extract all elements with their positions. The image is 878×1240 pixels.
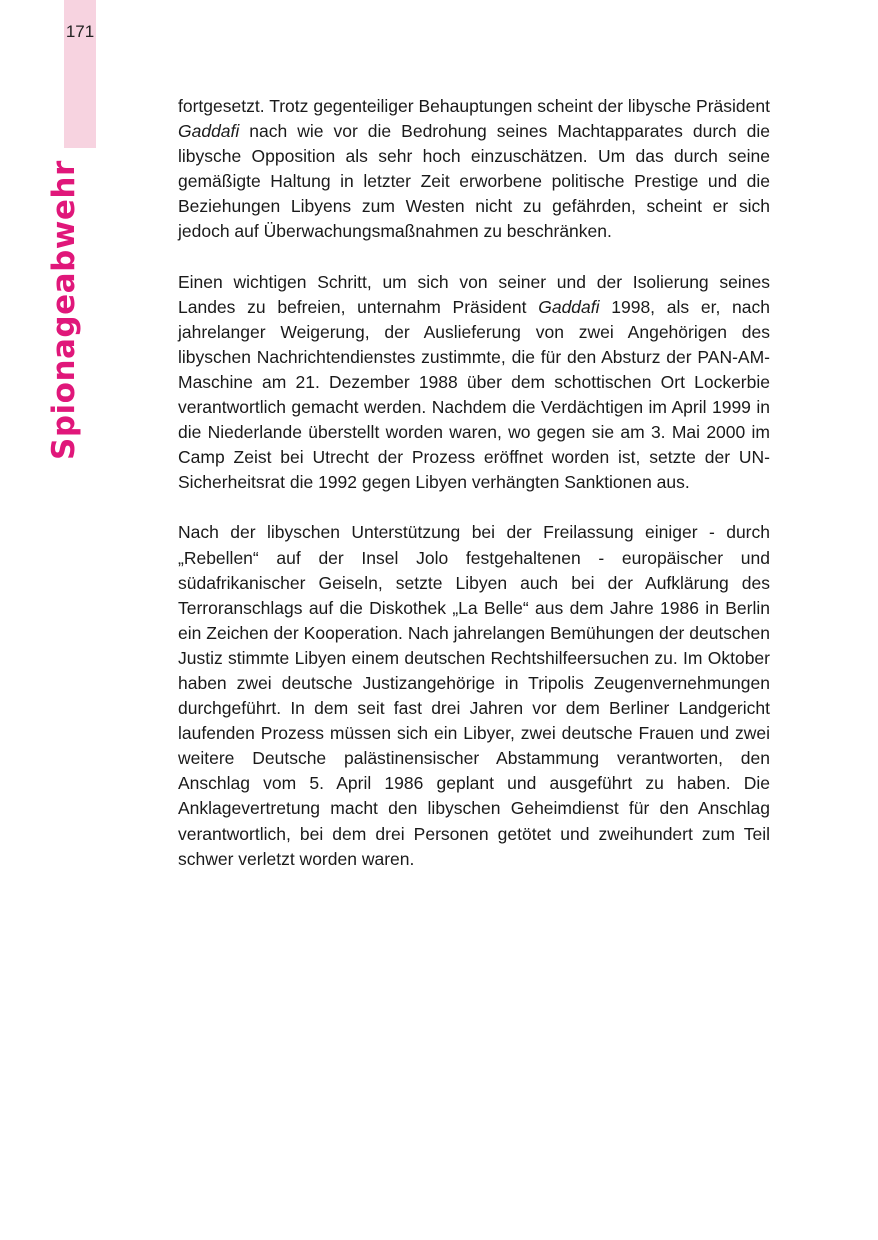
page-number: 171 bbox=[65, 22, 95, 41]
section-label: Spionageabwehr bbox=[46, 160, 82, 460]
person-name-gaddafi: Gaddafi bbox=[178, 121, 240, 142]
paragraph-3: Nach der libyschen Unterstützung bei der Freilassung einiger - durch „Rebellen“ auf der Insel Jolo festgehaltenen - europäischer und südafrikanischer Geiseln, setzte Libyen auch bei der Aufklärung des Terroranschlags auf die Diskothek „La Belle“ aus dem Jahre 1986 in Berlin ein Zeichen der Kooperation. Nach jahrelangen Bemühungen der deutschen Justiz stimmte Libyen einem deutschen Rechtshilfeersuchen zu. Im Oktober haben zwei deutsche Justizangehörige in Tripolis Zeugenvernehmungen durchgeführt. In dem seit fast drei Jahren vor dem Berliner Landgericht laufenden Prozess müssen sich ein Libyer, zwei deutsche Frauen und zwei weitere Deutsche palästinensischer Abstammung verantworten, den Anschlag vom 5. April 1986 geplant und ausgeführt zu haben. Die Anklagevertretung macht den libyschen Geheimdienst für den Anschlag verantwortlich, bei dem drei Personen getötet und zweihundert zum Teil schwer verletzt worden waren. bbox=[178, 522, 770, 869]
paragraph-2-part-b: 1998, als er, nach jahrelanger Weigerung, der Auslieferung von zwei Angehörigen des libyschen Nachrichtendienstes zustimmte, die für den Absturz der PAN-AM-Maschine am 21. Dezember 1988 über dem schottischen Ort Lockerbie verantwortlich gemacht werden. Nachdem die Verdächtigen im April 1999 in die Niederlande überstellt worden waren, wo gegen sie am 3. Mai 2000 im Camp Zeist bei Utrecht der Prozess eröffnet worden ist, setzte der UN-Sicherheitsrat die 1992 gegen Libyen verhängten Sanktionen aus. bbox=[178, 296, 770, 493]
paragraph-1-part-b: nach wie vor die Bedrohung seines Machtapparates durch die libysche Opposition als sehr hoch einzuschätzen. Um das durch seine gemäßigte Haltung in letzter Zeit erworbene politische Prestige und die Beziehungen Libyens zum Westen nicht zu gefährden, scheint er sich jedoch auf Überwachungsmaßnahmen zu beschränken. bbox=[178, 121, 770, 242]
body-text bbox=[178, 94, 770, 897]
paragraph-2 bbox=[178, 270, 770, 496]
paragraph-1 bbox=[178, 94, 770, 245]
paragraph-2-part-a: Einen wichtigen Schritt, um sich von seiner und der Isolierung seines Landes zu befreien, unternahm Präsident bbox=[178, 271, 770, 317]
paragraph-1-part-a: fortgesetzt. Trotz gegenteiliger Behauptungen scheint der libysche Präsident bbox=[178, 96, 770, 116]
person-name-gaddafi: Gaddafi bbox=[538, 296, 600, 317]
